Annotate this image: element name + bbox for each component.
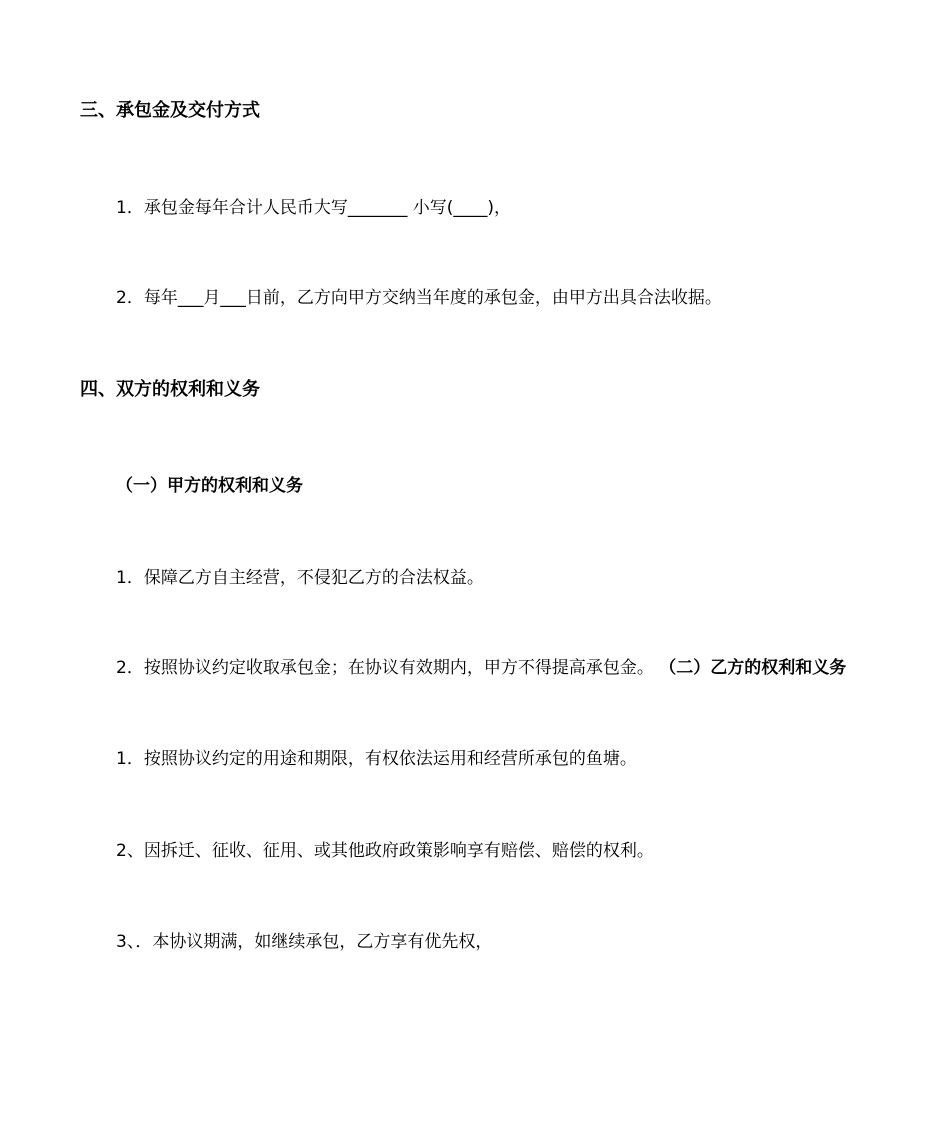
party-a-subheading: （一）甲方的权利和义务 xyxy=(116,476,303,496)
section-3-item-2: 2．每年___月___日前，乙方向甲方交纳当年度的承包金，由甲方出具合法收据。 xyxy=(116,288,722,308)
party-a-item-2-row xyxy=(116,657,846,679)
party-a-item-1: 1．保障乙方自主经营，不侵犯乙方的合法权益。 xyxy=(116,568,484,588)
section-4-heading: 四、双方的权利和义务 xyxy=(80,379,260,400)
party-b-item-3: 3、．本协议期满，如继续承包，乙方享有优先权， xyxy=(116,932,493,952)
section-3-heading: 三、承包金及交付方式 xyxy=(80,100,260,121)
party-b-item-1: 1．按照协议约定的用途和期限，有权依法运用和经营所承包的鱼塘。 xyxy=(116,749,637,769)
section-3-item-1: 1．承包金每年合计人民币大写_______ 小写(____)， xyxy=(116,198,511,218)
party-b-subheading: （二）乙方的权利和义务 xyxy=(659,658,847,678)
party-a-item-2: 2．按照协议约定收取承包金；在协议有效期内，甲方不得提高承包金。 xyxy=(116,658,654,678)
party-b-item-2: 2、因拆迁、征收、征用、或其他政府政策影响享有赔偿、赔偿的权利。 xyxy=(116,841,654,861)
